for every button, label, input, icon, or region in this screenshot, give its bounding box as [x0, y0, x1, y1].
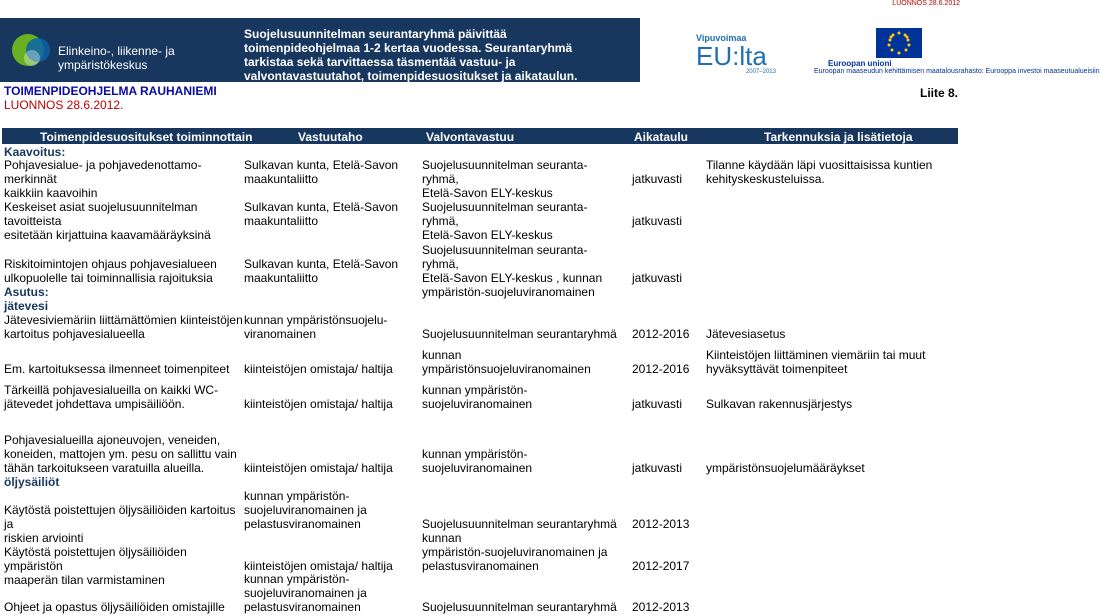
row5-responsible: kiinteistöjen omistaja/ haltija: [244, 397, 393, 411]
row5-measure-l2: jätevedet johdettava umpisäiliöön.: [4, 397, 185, 411]
row7-measure-l2: riskien arviointi: [4, 531, 84, 545]
row2-supervision: [422, 243, 622, 299]
row7-measure-l1: Käytöstä poistettujen öljysäiliöiden kartoitus ja: [4, 503, 236, 531]
row2-responsible-l1: Sulkavan kunta, Etelä-Savon: [244, 257, 399, 271]
row2-measure-l1: Riskitoimintojen ohjaus pohjavesialueen: [4, 257, 217, 271]
plan-date: LUONNOS 28.6.2012.: [4, 98, 124, 112]
row0-notes-l2: kehityskeskusteluissa.: [706, 172, 825, 186]
row8-measure-l1: Käytöstä poistettujen öljysäiliöiden ympäristön: [4, 545, 187, 573]
row1-responsible-l2: maakuntaliitto: [244, 214, 319, 228]
eu-flag-icon: [876, 28, 922, 58]
row2-responsible: [244, 257, 412, 285]
row5-supervision-l1: kunnan ympäristön-: [422, 383, 528, 397]
col-header-responsible: Vastuutaho: [298, 130, 363, 144]
row6-notes: ympäristönsuojelumääräykset: [706, 461, 865, 475]
row4-responsible: kiinteistöjen omistaja/ haltija: [244, 362, 393, 376]
row2-supervision-l3: ympäristön-suojeluviranomainen: [422, 285, 595, 299]
eu-logo-line2: Euroopan maaseudun kehittämisen maatalousrahasto: Eurooppa investoi maaseutualueisiin: [814, 68, 1100, 75]
row8-schedule: 2012-2017: [632, 559, 690, 573]
row1-measure: [4, 200, 244, 242]
eu-logo-line1: Euroopan unioni: [828, 59, 892, 68]
row2-supervision-l2: Etelä-Savon ELY-keskus , kunnan: [422, 271, 603, 285]
row3-measure: [4, 313, 244, 341]
row0-measure: [4, 158, 244, 200]
row6-measure-l1: Pohjavesialueilla ajoneuvojen, veneiden,: [4, 433, 221, 447]
leader-logo: [696, 33, 776, 77]
row4-notes: [706, 348, 956, 376]
row2-responsible-l2: maakuntaliitto: [244, 271, 319, 285]
row7-supervision: Suojelusuunnitelman seurantaryhmä: [422, 517, 617, 531]
col-header-schedule: Aikataulu: [634, 130, 689, 144]
row1-supervision: [422, 200, 622, 242]
row5-supervision-l2: suojeluviranomainen: [422, 397, 533, 411]
ely-logo-line2: ympäristökeskus: [58, 58, 148, 72]
row0-supervision-l2: Etelä-Savon ELY-keskus: [422, 186, 553, 200]
row0-notes-l1: Tilanne käydään läpi vuosittaisissa kuntien: [706, 158, 933, 172]
row0-supervision: [422, 158, 622, 200]
row4-schedule: 2012-2016: [632, 362, 690, 376]
row2-supervision-l1: Suojelusuunnitelman seuranta-ryhmä,: [422, 243, 588, 271]
leader-logo-main: EU:lta: [696, 41, 767, 71]
row3-responsible-l2: viranomainen: [244, 327, 317, 341]
row7-schedule: 2012-2013: [632, 517, 690, 531]
row0-responsible-l2: maakuntaliitto: [244, 172, 319, 186]
row4-notes-l2: hyväksyttävät toimenpiteet: [706, 362, 848, 376]
attachment-label: Liite 8.: [920, 86, 959, 100]
row1-supervision-l2: Etelä-Savon ELY-keskus: [422, 228, 553, 242]
ely-logo-text: [58, 44, 175, 72]
row1-measure-l1: Keskeiset asiat suojelusuunnitelman tavoitteista: [4, 200, 198, 228]
plan-title: TOIMENPIDEOHJELMA RAUHANIEMI: [4, 84, 217, 98]
row8-responsible: kiinteistöjen omistaja/ haltija: [244, 559, 393, 573]
row0-schedule: jatkuvasti: [632, 172, 683, 186]
row1-measure-l2: esitetään kirjattuina kaavamääräyksinä: [4, 228, 211, 242]
row1-responsible-l1: Sulkavan kunta, Etelä-Savon: [244, 200, 399, 214]
row8-supervision: [422, 531, 622, 573]
row8-supervision-l2: ympäristön-suojeluviranomainen ja: [422, 545, 608, 559]
leader-logo-years: 2007–2013: [745, 69, 776, 75]
row3-notes: Jätevesiasetus: [706, 327, 786, 341]
row6-schedule: jatkuvasti: [632, 461, 683, 475]
row5-schedule: jatkuvasti: [632, 397, 683, 411]
row8-supervision-l1: kunnan: [422, 531, 462, 545]
header-note: Suojelusuunnitelman seurantaryhmä päivittää toimenpideohjelmaa 1-2 kertaa vuodessa. Seurantaryhmä tarkistaa sekä tarvittaessa täsmentää vastuu- ja valvontavastuutahot, toimenpidesuositukset ja aikataulun.: [244, 27, 578, 83]
row9-responsible-l3: pelastusviranomainen: [244, 600, 361, 614]
row0-responsible: [244, 158, 412, 186]
row8-supervision-l3: pelastusviranomainen: [422, 559, 539, 573]
section-housing: Asutus:: [4, 285, 49, 299]
row5-measure: [4, 383, 244, 411]
row7-responsible-l1: kunnan ympäristön-: [244, 489, 350, 503]
row6-supervision-l1: kunnan ympäristön-: [422, 447, 528, 461]
row7-responsible-l2: suojeluviranomainen ja: [244, 503, 367, 517]
row9-responsible-l1: kunnan ympäristön-: [244, 572, 350, 586]
row9-schedule: 2012-2013: [632, 600, 690, 614]
row2-schedule: jatkuvasti: [632, 271, 683, 285]
ely-logo-line1: Elinkeino-, liikenne- ja: [58, 44, 175, 58]
row7-responsible: [244, 489, 412, 531]
section-zoning: Kaavoitus:: [4, 145, 66, 159]
row4-supervision-l1: kunnan: [422, 348, 462, 362]
row4-supervision-l2: ympäristönsuojeluviranomainen: [422, 362, 591, 376]
row1-supervision-l1: Suojelusuunnitelman seuranta-ryhmä,: [422, 200, 588, 228]
section-wastewater: jätevesi: [4, 299, 49, 313]
row0-measure-l2: kaikkiin kaavoihin: [4, 186, 98, 200]
leader-logo-top: Vipuvoimaa: [696, 33, 747, 43]
row3-supervision: Suojelusuunnitelman seurantaryhmä: [422, 327, 617, 341]
row3-responsible: [244, 313, 412, 341]
row6-measure: [4, 433, 244, 475]
row6-responsible: kiinteistöjen omistaja/ haltija: [244, 461, 393, 475]
col-header-notes: Tarkennuksia ja lisätietoja: [764, 130, 913, 144]
row9-responsible-l2: suojeluviranomainen ja: [244, 586, 367, 600]
row0-supervision-l1: Suojelusuunnitelman seuranta-ryhmä,: [422, 158, 588, 186]
row6-measure-l2: koneiden, mattojen ym. pesu on sallittu vain: [4, 447, 237, 461]
draft-stamp-top: LUONNOS 28.6.2012: [874, 0, 960, 8]
row6-supervision-l2: suojeluviranomainen: [422, 461, 533, 475]
row0-responsible-l1: Sulkavan kunta, Etelä-Savon: [244, 158, 399, 172]
row5-measure-l1: Tärkeillä pohjavesialueilla on kaikki WC-: [4, 383, 219, 397]
col-header-measures: Toimenpidesuositukset toiminnottain: [40, 130, 253, 144]
row5-notes: Sulkavan rakennusjärjestys: [706, 397, 853, 411]
row3-schedule: 2012-2016: [632, 327, 690, 341]
top-banner: [0, 0, 960, 18]
row6-measure-l3: tähän tarkoitukseen varatuilla alueilla.: [4, 461, 205, 475]
row4-notes-l1: Kiinteistöjen liittäminen viemäriin tai muut: [706, 348, 926, 362]
row9-measure: Ohjeet ja opastus öljysäiliöiden omistajille: [4, 600, 225, 614]
eu-logo: [814, 28, 1100, 78]
row4-supervision: [422, 348, 622, 376]
row4-measure: Em. kartoituksessa ilmenneet toimenpiteet: [4, 362, 230, 376]
row0-notes: [706, 158, 956, 186]
row2-measure-l2: ulkopuolelle tai toiminnallisia rajoituksia: [4, 271, 213, 285]
row3-responsible-l1: kunnan ympäristönsuojelu-: [244, 313, 388, 327]
row3-measure-l1: Jätevesiviemäriin liittämättömien kiinteistöjen: [4, 313, 243, 327]
row9-responsible: [244, 572, 412, 614]
row7-measure: [4, 503, 244, 545]
row9-supervision: Suojelusuunnitelman seurantaryhmä: [422, 600, 617, 614]
row7-responsible-l3: pelastusviranomainen: [244, 517, 361, 531]
row5-supervision: [422, 383, 622, 411]
row1-schedule: jatkuvasti: [632, 214, 683, 228]
section-oil: öljysäiliöt: [4, 475, 60, 489]
row1-responsible: [244, 200, 412, 228]
row0-measure-l1: Pohjavesialue- ja pohjavedenottamo-merkinnät: [4, 158, 202, 186]
row8-measure: [4, 545, 244, 587]
row2-measure: [4, 257, 244, 285]
col-header-supervision: Valvontavastuu: [426, 130, 515, 144]
row6-supervision: [422, 447, 622, 475]
row8-measure-l2: maaperän tilan varmistaminen: [4, 573, 165, 587]
row3-measure-l2: kartoitus pohjavesialueella: [4, 327, 145, 341]
